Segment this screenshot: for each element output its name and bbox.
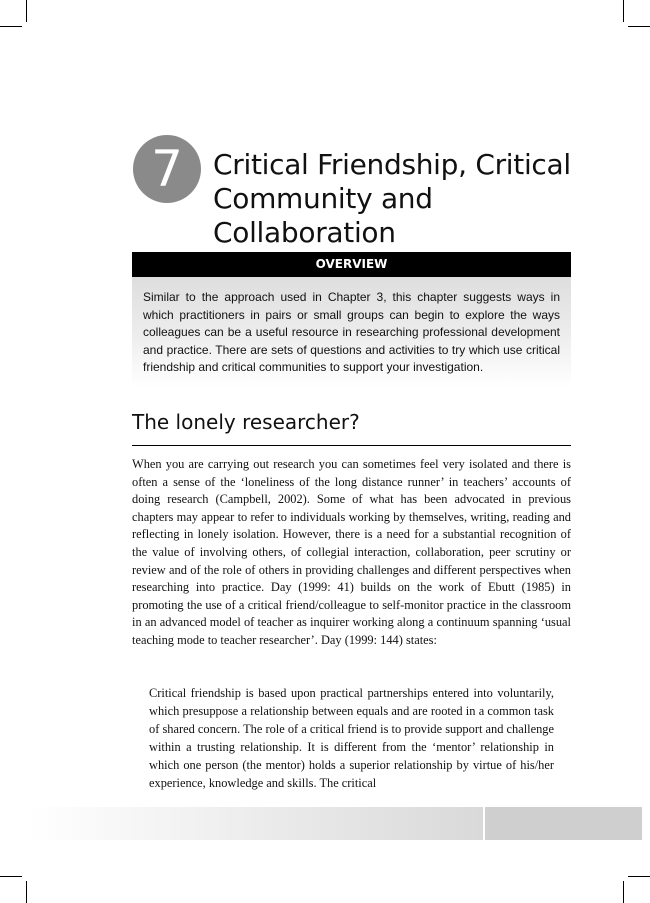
overview-text: Similar to the approach used in Chapter 3, this chapter suggests ways in which practitioners in pairs or small groups can begin to explore the ways colleagues can be a useful resource in researching professional development and practice. There are sets of questions and activities to try which use critical friendship and critical communities to support your investigation. (143, 290, 560, 374)
chapter-title: Critical Friendship, Critical Community and Collaboration (213, 148, 571, 249)
crop-mark-bottom-right-v (623, 881, 624, 903)
crop-mark-top-left-h (0, 26, 22, 27)
crop-mark-top-right-v (623, 0, 624, 22)
crop-mark-bottom-right-h (628, 876, 650, 877)
crop-mark-bottom-left-v (26, 881, 27, 903)
footer-gradient-band (28, 807, 483, 840)
crop-mark-top-left-v (26, 0, 27, 22)
crop-mark-top-right-h (628, 26, 650, 27)
section-divider (132, 445, 571, 446)
chapter-number-badge: 7 (133, 135, 201, 203)
block-quote: Critical friendship is based upon practical partnerships entered into voluntarily, which presuppose a relationship between equals and are rooted in a common task of shared concern. The role of a critical friend is to provide support and challenge within a trusting relationship. It is different from the ‘mentor’ relationship in which one person (the mentor) holds a superior relationship by virtue of his/her experience, knowledge and skills. The critical (149, 686, 554, 790)
overview-heading: OVERVIEW (132, 252, 571, 277)
section-heading: The lonely researcher? (132, 410, 360, 434)
crop-mark-bottom-left-h (0, 876, 22, 877)
body-paragraph: When you are carrying out research you can sometimes feel very isolated and there is often a sense of the ‘loneliness of the long distance runner’ in teachers’ accounts of doing research (Campbell, 2002). Some of what has been advocated in previous chapters may appear to refer to individuals working by themselves, writing, reading and reflecting in lonely isolation. However, there is a need for a substantial recognition of the value of involving others, of collegial interaction, collaboration, peer scrutiny or review and of the role of others in providing challenges and different perspectives when researching into practice. Day (1999: 41) builds on the work of Ebutt (1985) in promoting the use of a critical friend/colleague to self-monitor practice in the classroom in an advanced model of teacher as inquirer working along a continuum spanning ‘usual teaching mode to teacher researcher’. Day (1999: 144) states: (132, 457, 571, 647)
footer-grey-block (485, 807, 642, 840)
